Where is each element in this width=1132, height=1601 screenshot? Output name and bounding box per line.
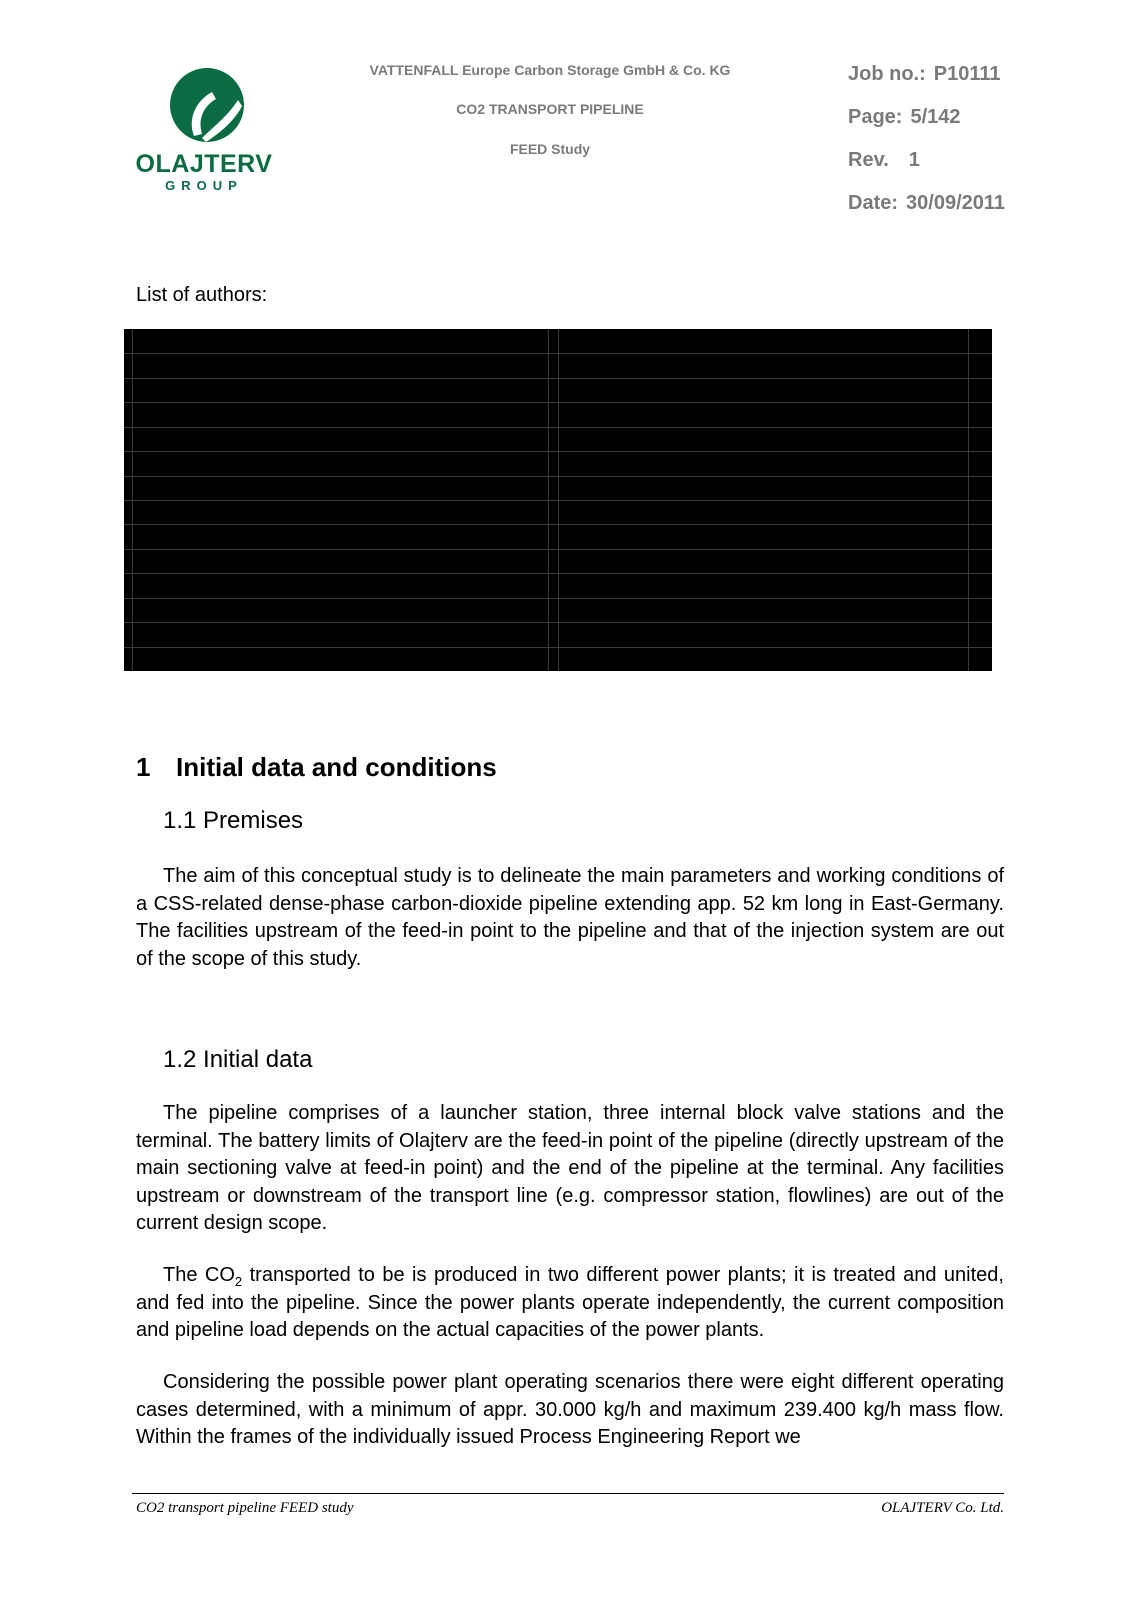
- authors-table-redacted: [124, 329, 992, 671]
- authors-label: List of authors:: [136, 284, 268, 306]
- logo-group-text: GROUP: [165, 178, 243, 193]
- initial-data-paragraph-3: Considering the possible power plant operating scenarios there were eight different operating cases determined, with a minimum of appr. 30.000 kg/h and maximum 239.400 kg/h mass flow. Within the frames of the individually issued Process Engineering Report we: [136, 1371, 1004, 1448]
- rev-label: Rev.: [848, 149, 889, 171]
- date-value: 30/09/2011: [906, 192, 1006, 214]
- co2-text-before: The CO: [163, 1264, 235, 1286]
- footer-divider: [132, 1493, 1004, 1494]
- authors-table-column-divider: [968, 329, 969, 671]
- premises-paragraph: The aim of this conceptual study is to delineate the main parameters and working conditions of a CSS-related dense-phase carbon-dioxide pipeline extending app. 52 km long in East-Germany. The facilities upstream of the feed-in point to the pipeline and that of the injection system are out of the scope of this study.: [136, 865, 1004, 970]
- section-number: 1: [136, 752, 151, 782]
- job-value: P10111: [933, 63, 1001, 85]
- rev-value: 1: [908, 149, 920, 171]
- footer-left-text: CO2 transport pipeline FEED study: [136, 1500, 354, 1516]
- header-page-number: [848, 106, 961, 129]
- authors-table-column-divider: [558, 329, 559, 671]
- page-value: 5/142: [910, 106, 961, 128]
- header-project: CO2 TRANSPORT PIPELINE: [456, 101, 644, 117]
- header-company: VATTENFALL Europe Carbon Storage GmbH & Co. KG: [369, 62, 731, 78]
- section-heading: [136, 752, 497, 783]
- header-date: [848, 192, 1005, 215]
- authors-table-column-divider: [548, 329, 549, 671]
- footer-right-text: OLAJTERV Co. Ltd.: [881, 1500, 1004, 1516]
- header-revision: [848, 149, 920, 172]
- subsection-initial-data-heading: 1.2 Initial data: [163, 1046, 313, 1073]
- header-job-number: [848, 63, 1001, 86]
- co2-subscript: 2: [234, 1274, 243, 1289]
- page-label: Page:: [848, 106, 903, 128]
- header-study: FEED Study: [509, 141, 591, 157]
- co2-text-after: transported to be is produced in two different power plants; it is treated and united, and fed into the pipeline. Since the power plants operate independently, the current composition and pipeline load depends on the actual capacities of the power plants.: [136, 1264, 1004, 1341]
- logo-wordmark: OLAJTERV: [135, 150, 273, 178]
- initial-data-paragraph-2: [136, 1262, 1004, 1345]
- job-label: Job no.:: [848, 63, 926, 85]
- authors-table-column-divider: [132, 329, 133, 671]
- initial-data-paragraph-1: The pipeline comprises of a launcher station, three internal block valve stations and the terminal. The battery limits of Olajterv are the feed-in point of the pipeline (directly upstream of the main sectioning valve at feed-in point) and the end of the pipeline at the terminal. Any facilities upstream or downstream of the transport line (e.g. compressor station, flowlines) are out of the current design scope.: [136, 1102, 1004, 1234]
- section-title: Initial data and conditions: [176, 752, 497, 782]
- date-label: Date:: [848, 192, 899, 214]
- subsection-premises-heading: 1.1 Premises: [163, 807, 304, 834]
